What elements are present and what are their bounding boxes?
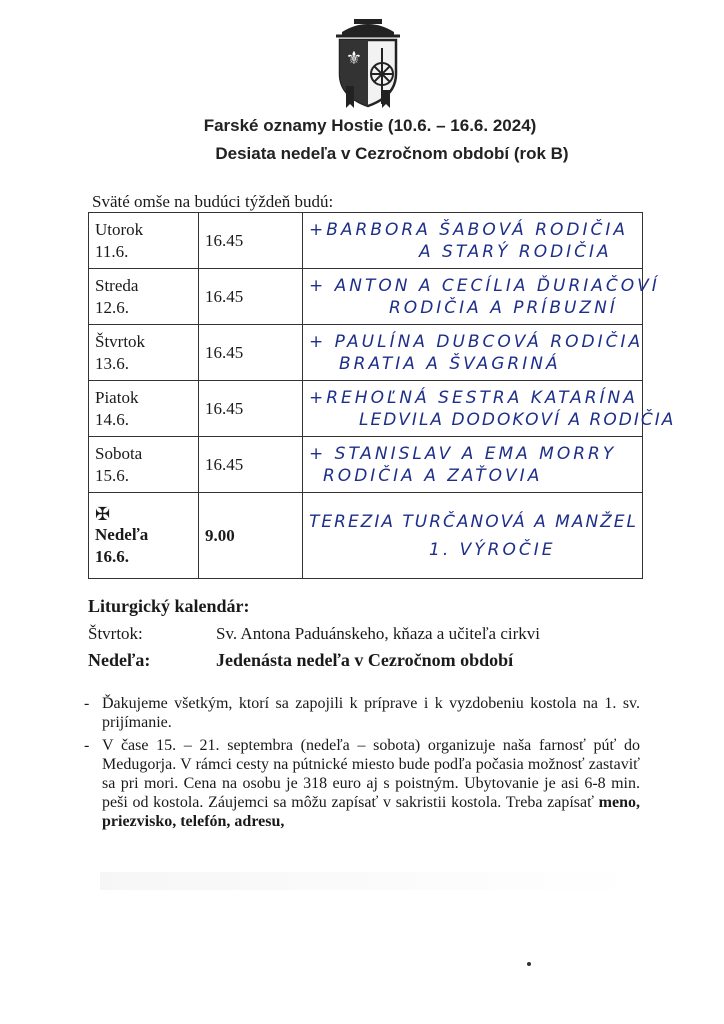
- intention-cell: + ANTON A CECÍLIA ĎURIAČOVÍ RODIČIA A PRÍBUZNÍ: [303, 269, 643, 325]
- day-cell: Piatok 14.6.: [89, 381, 199, 437]
- required-fields: meno, priezvisko, telefón, adresu,: [102, 794, 640, 830]
- table-row: [89, 437, 643, 493]
- time-cell: 16.45: [199, 269, 303, 325]
- day-cell: Streda 12.6.: [89, 269, 199, 325]
- intention-cell: + PAULÍNA DUBCOVÁ RODIČIA BRATIA A ŠVAGRINÁ: [303, 325, 643, 381]
- time-cell: 16.45: [199, 325, 303, 381]
- mass-schedule-table: [88, 212, 676, 579]
- time-cell: 9.00: [199, 493, 303, 579]
- intention-cell: TEREZIA TURČANOVÁ A MANŽEL 1. VÝROČIE: [303, 493, 643, 579]
- liturgical-day: Štvrtok:: [88, 624, 143, 643]
- svg-text:⚜: ⚜: [345, 48, 363, 68]
- time-cell: 16.45: [199, 213, 303, 269]
- list-item: - Ďakujeme všetkým, ktorí sa zapojili k príprave i k vyzdobeniu kostola na 1. sv. prijímanie.: [84, 695, 640, 731]
- faded-scan-area: [100, 872, 640, 890]
- day-cell: Utorok 11.6.: [89, 213, 199, 269]
- page-subtitle: Desiata nedeľa v Cezročnom období (rok B): [215, 144, 569, 163]
- parish-coat-of-arms: [328, 18, 408, 110]
- liturgical-day: Nedeľa:: [88, 650, 151, 670]
- liturgical-calendar-heading: Liturgický kalendár:: [88, 596, 250, 616]
- liturgical-feast: Sv. Antona Paduánskeho, kňaza a učiteľa cirkvi: [216, 624, 540, 643]
- scan-speck: [527, 962, 531, 966]
- table-row: [89, 493, 643, 579]
- table-row: [89, 269, 643, 325]
- maltese-cross-icon: ✠: [95, 503, 111, 524]
- intention-cell: + STANISLAV A EMA MORRY RODIČIA A ZAŤOVIA: [303, 437, 643, 493]
- table-row: [89, 381, 643, 437]
- liturgical-feast: Jedenásta nedeľa v Cezročnom období: [216, 650, 514, 670]
- time-cell: 16.45: [199, 381, 303, 437]
- day-cell: Štvrtok 13.6.: [89, 325, 199, 381]
- day-cell: ✠ Nedeľa 16.6.: [89, 493, 199, 579]
- list-item: - V čase 15. – 21. septembra (nedeľa – sobota) organizuje naša farnosť púť do Medugorja. V rámci cesty na pútnické miesto bude podľa počasia možnosť zastaviť sa pri mori. Cena na osobu je 318 euro aj s poistným. Ubytovanie je asi 6-8 min. peši od kostola. Záujemci sa môžu zapísať v sakristii kostola. Treba zapísať meno, priezvisko, telefón, adresu,: [84, 737, 640, 830]
- table-row: [89, 213, 643, 269]
- intention-cell: +BARBORA ŠABOVÁ RODIČIA A STARÝ RODIČIA: [303, 213, 643, 269]
- schedule-intro: Sväté omše na budúci týždeň budú:: [92, 192, 334, 211]
- announcements-list: [84, 694, 640, 835]
- day-cell: Sobota 15.6.: [89, 437, 199, 493]
- time-cell: 16.45: [199, 437, 303, 493]
- page-title: Farské oznamy Hostie (10.6. – 16.6. 2024): [203, 116, 537, 135]
- intention-cell: +REHOĽNÁ SESTRA KATARÍNA LEDVILA DODOKOVÍ A RODIČIA: [303, 381, 643, 437]
- table-row: [89, 325, 643, 381]
